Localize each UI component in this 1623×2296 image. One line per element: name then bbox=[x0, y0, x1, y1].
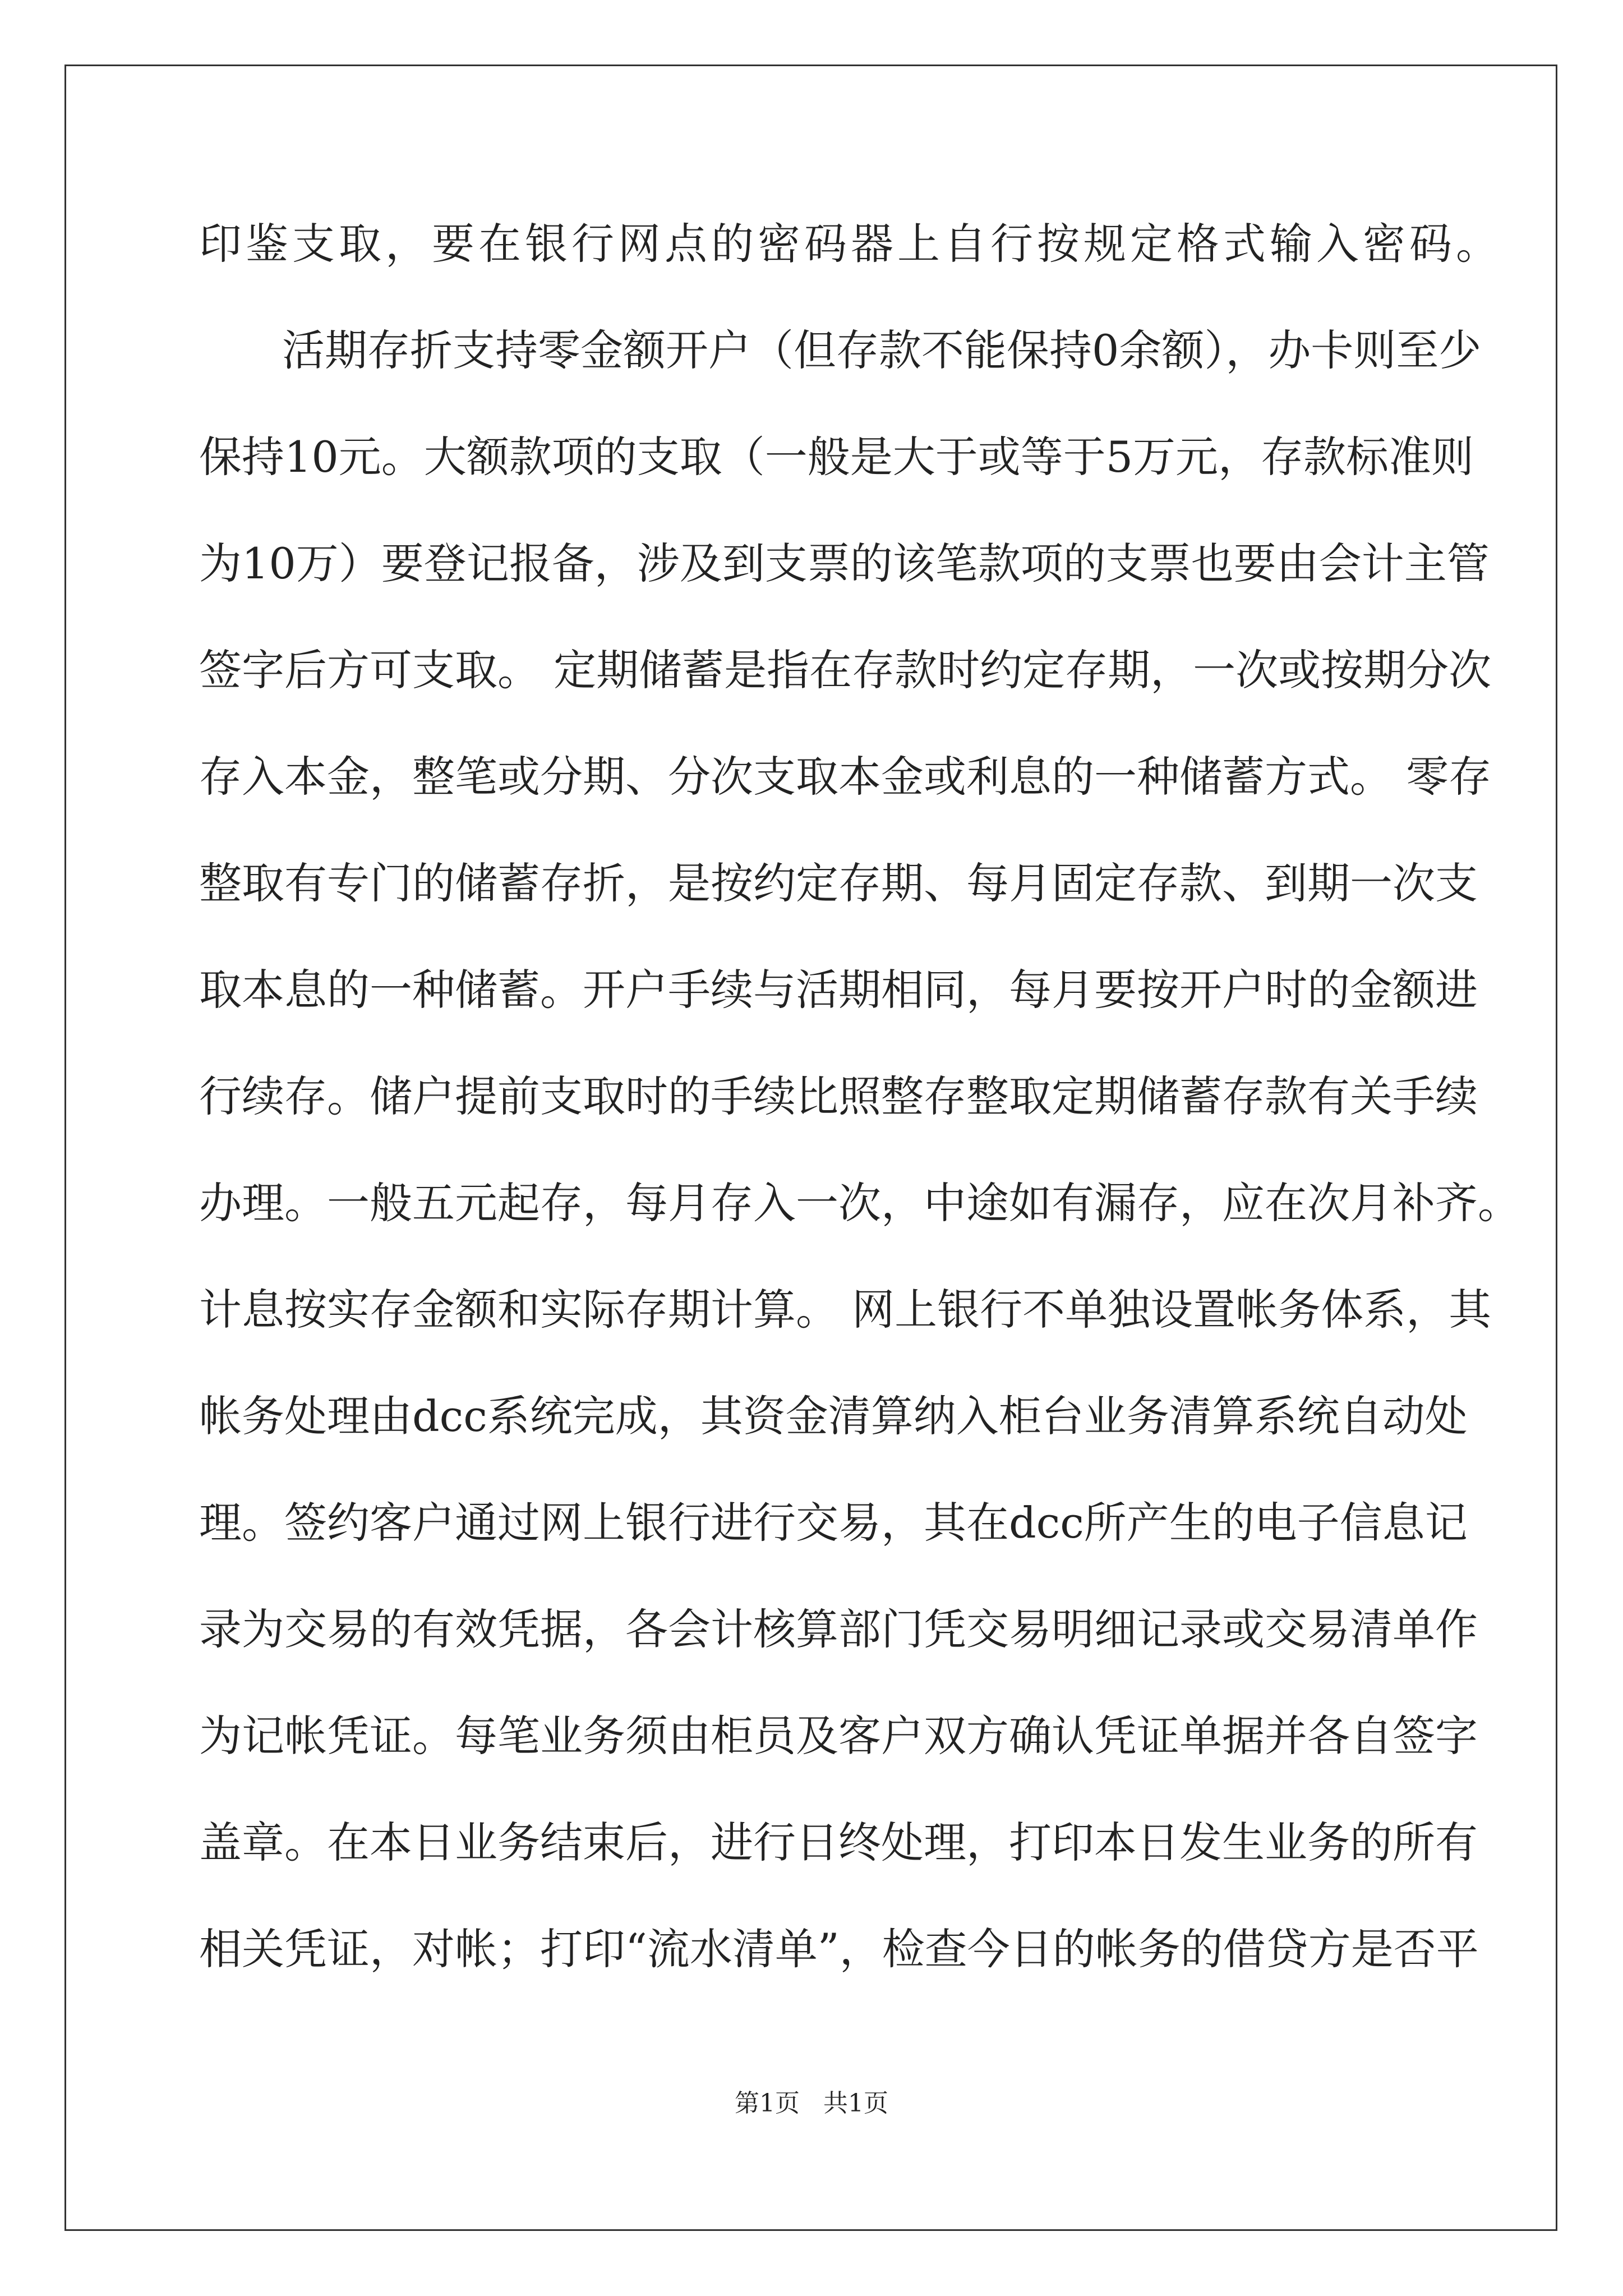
text-line: 签字后方可支取。 定期储蓄是指在存款时约定存期，一次或按期分次 bbox=[199, 645, 1492, 695]
text-line: 为10万）要登记报备，涉及到支票的该笔款项的支票也要由会计主管 bbox=[199, 539, 1490, 588]
text-line: 行续存。储户提前支取时的手续比照整存整取定期储蓄存款有关手续 bbox=[199, 1071, 1478, 1121]
page-footer: 第1页 共1页 bbox=[735, 2089, 888, 2118]
text-line: 印鉴支取，要在银行网点的密码器上自行按规定格式输入密码。 bbox=[199, 219, 1502, 269]
text-line: 取本息的一种储蓄。开户手续与活期相同，每月要按开户时的金额进 bbox=[199, 965, 1478, 1015]
text-line: 保持10元。大额款项的支取（一般是大于或等于5万元，存款标准则 bbox=[199, 432, 1474, 482]
text-line: 办理。一般五元起存，每月存入一次，中途如有漏存，应在次月补齐。 bbox=[199, 1178, 1520, 1228]
text-line: 相关凭证，对帐；打印“流水清单”，检查今日的帐务的借贷方是否平 bbox=[199, 1924, 1479, 1974]
text-line: 为记帐凭证。每笔业务须由柜员及客户双方确认凭证单据并各自签字 bbox=[199, 1711, 1478, 1761]
text-line: 存入本金，整笔或分期、分次支取本金或利息的一种储蓄方式。 零存 bbox=[199, 752, 1492, 802]
text-line: 录为交易的有效凭据，各会计核算部门凭交易明细记录或交易清单作 bbox=[199, 1604, 1478, 1654]
text-line: 活期存折支持零金额开户（但存款不能保持0余额），办卡则至少 bbox=[282, 325, 1482, 375]
document-body bbox=[199, 0, 1520, 2076]
text-line: 盖章。在本日业务结束后，进行日终处理，打印本日发生业务的所有 bbox=[199, 1818, 1478, 1867]
text-line: 帐务处理由dcc系统完成，其资金清算纳入柜台业务清算系统自动处 bbox=[199, 1391, 1468, 1441]
text-line: 整取有专门的储蓄存折，是按约定存期、每月固定存款、到期一次支 bbox=[199, 858, 1478, 908]
text-line: 计息按实存金额和实际存期计算。 网上银行不单独设置帐务体系，其 bbox=[199, 1285, 1492, 1335]
text-line: 理。签约客户通过网上银行进行交易，其在dcc所产生的电子信息记 bbox=[199, 1498, 1468, 1548]
